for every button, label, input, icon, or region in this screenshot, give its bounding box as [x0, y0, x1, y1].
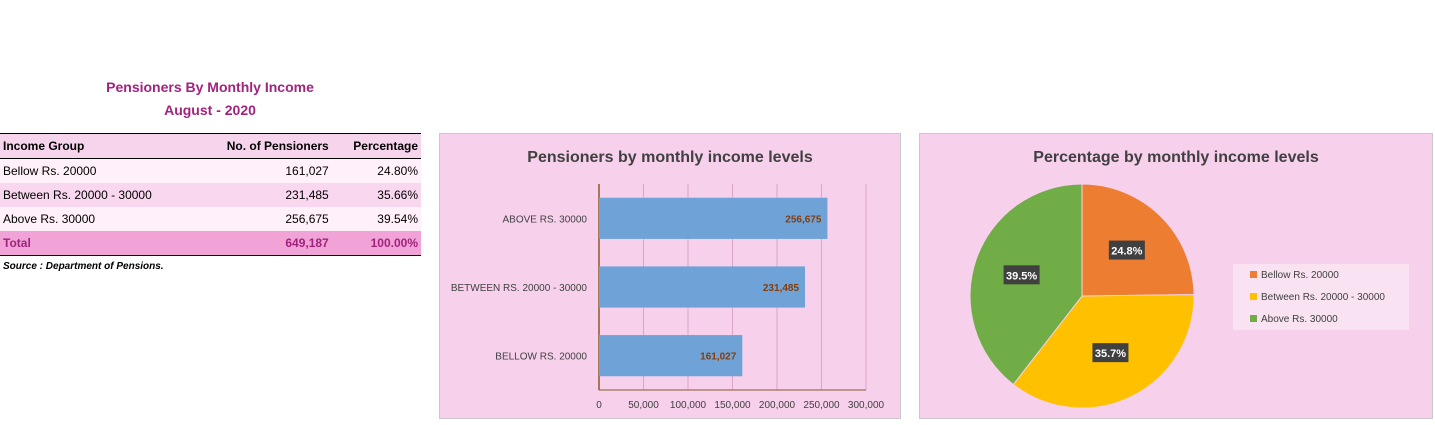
table-row — [0, 207, 421, 231]
bar-chart-title: Pensioners by monthly income levels — [527, 149, 813, 166]
x-tick-label: 0 — [596, 400, 602, 411]
slice-label: 39.5% — [1006, 270, 1038, 283]
x-tick-label: 150,000 — [714, 400, 751, 411]
category-label: BETWEEN RS. 20000 - 30000 — [450, 283, 587, 294]
total-pensioners-cell: 649,187 — [285, 236, 329, 250]
legend-label: Bellow Rs. 20000 — [1261, 270, 1339, 281]
pensioners-table — [0, 133, 421, 256]
pensioners-cell: 256,675 — [285, 212, 329, 226]
table-row — [0, 159, 421, 184]
table-total-row — [0, 231, 421, 256]
percentage-cell: 35.66% — [377, 188, 418, 202]
pie-slice — [1082, 184, 1194, 296]
income-group-cell: Bellow Rs. 20000 — [3, 164, 97, 178]
legend-swatch — [1250, 271, 1257, 278]
legend-label: Above Rs. 30000 — [1261, 314, 1338, 325]
pie-chart — [920, 134, 1432, 418]
header-no-of-pensioners: No. of Pensioners — [226, 139, 329, 153]
slice-label: 24.8% — [1111, 245, 1143, 258]
percentage-cell: 24.80% — [377, 164, 418, 178]
income-group-cell: Between Rs. 20000 - 30000 — [3, 188, 152, 202]
x-tick-label: 100,000 — [669, 400, 707, 411]
pie-legend — [1233, 264, 1409, 330]
pie-chart-panel — [919, 133, 1433, 419]
category-label: BELLOW RS. 20000 — [495, 351, 587, 363]
percentage-cell: 39.54% — [377, 212, 418, 226]
header-percentage: Percentage — [353, 139, 418, 153]
x-tick-label: 300,000 — [847, 400, 885, 411]
income-group-cell: Above Rs. 30000 — [3, 212, 96, 226]
pensioners-cell: 231,485 — [285, 188, 329, 202]
x-tick-label: 50,000 — [628, 400, 659, 411]
legend-swatch — [1250, 315, 1257, 322]
legend-swatch — [1250, 293, 1257, 300]
total-label-cell: Total — [3, 236, 31, 250]
slice-label: 35.7% — [1094, 348, 1127, 361]
x-tick-label: 250,000 — [803, 400, 840, 411]
bar-value-label: 161,027 — [700, 351, 737, 363]
x-tick-label: 200,000 — [758, 400, 796, 411]
bar-value-label: 256,675 — [785, 214, 822, 226]
pensioners-cell: 161,027 — [285, 164, 329, 178]
bar-chart — [440, 134, 900, 418]
table-row — [0, 183, 421, 207]
source-note: Source : Department of Pensions. — [3, 261, 164, 272]
bar-value-label: 231,485 — [762, 283, 800, 294]
bar-chart-panel — [439, 133, 901, 419]
page-title: Pensioners By Monthly Income — [106, 79, 314, 95]
total-percentage-cell: 100.00% — [370, 236, 418, 250]
header-income-group: Income Group — [3, 139, 85, 153]
pie-chart-title: Percentage by monthly income levels — [1033, 149, 1319, 166]
table-header-row — [0, 134, 421, 159]
legend-label: Between Rs. 20000 - 30000 — [1261, 292, 1385, 303]
category-label: ABOVE RS. 30000 — [502, 214, 587, 226]
page-subtitle: August - 2020 — [164, 102, 256, 118]
